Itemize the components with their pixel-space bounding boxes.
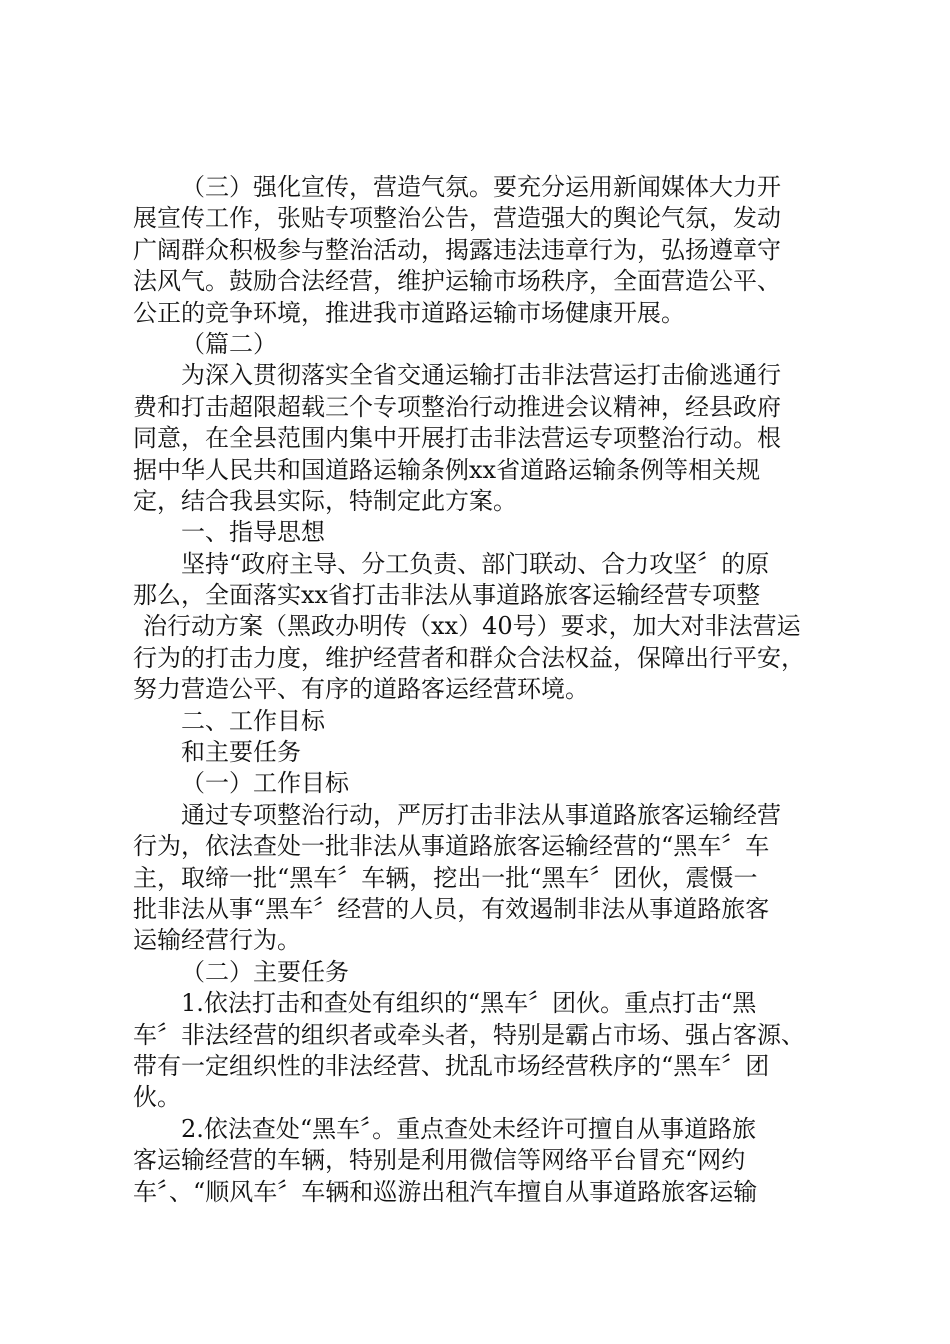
paragraph-line: 公正的竞争环境，推进我市道路运输市场健康开展。 <box>133 298 685 327</box>
subsection-heading: （二）主要任务 <box>181 957 349 986</box>
paragraph-line: 伙。 <box>133 1083 181 1112</box>
paragraph-line: 为深入贯彻落实全省交通运输打击非法营运打击偷逃通行 <box>181 361 781 390</box>
paragraph-line: 行为，依法查处一批非法从事道路旅客运输经营的“黑车〞车 <box>133 832 770 861</box>
paragraph-line: 客运输经营的车辆，特别是利用微信等网络平台冒充“网约 <box>133 1146 746 1175</box>
paragraph-line: 主，取缔一批“黑车〞车辆，挖出一批“黑车〞团伙，震慑一 <box>133 863 758 892</box>
paragraph-line: 同意，在全县范围内集中开展打击非法营运专项整治行动。根 <box>133 424 781 453</box>
paragraph-line: 治行动方案（黑政办明传（xx）40号）要求，加大对非法营运 <box>143 612 801 641</box>
paragraph-line: 法风气。鼓励合法经营，维护运输市场秩序，全面营造公平、 <box>133 267 781 296</box>
section-heading: （篇二） <box>181 329 277 358</box>
paragraph-line: 车〞、“顺风车〞车辆和巡游出租汽车擅自从事道路旅客运输 <box>133 1177 758 1206</box>
paragraph-line: 2.依法查处“黑车〞。重点查处未经许可擅自从事道路旅 <box>181 1114 757 1143</box>
section-heading: 二、工作目标 <box>181 706 325 735</box>
paragraph-line: 广阔群众积极参与整治活动，揭露违法违章行为，弘扬遵章守 <box>133 235 781 264</box>
paragraph-line: 运输经营行为。 <box>133 926 301 955</box>
paragraph-line: 通过专项整治行动，严厉打击非法从事道路旅客运输经营 <box>181 800 781 829</box>
section-heading: 一、指导思想 <box>181 518 325 547</box>
paragraph-line: 车〞非法经营的组织者或牵头者，特别是霸占市场、强占客源、 <box>133 1020 805 1049</box>
paragraph-line: （三）强化宣传，营造气氛。要充分运用新闻媒体大力开 <box>181 173 781 201</box>
section-heading: 和主要任务 <box>181 738 301 767</box>
paragraph-line: 1.依法打击和查处有组织的“黑车〞团伙。重点打击“黑 <box>181 989 757 1018</box>
document-body <box>133 172 853 1208</box>
paragraph-line: 费和打击超限超载三个专项整治行动推进会议精神，经县政府 <box>133 392 781 421</box>
paragraph-line: 批非法从事“黑车〞经营的人员，有效遏制非法从事道路旅客 <box>133 894 770 923</box>
paragraph-line: 据中华人民共和国道路运输条例xx省道路运输条例等相关规 <box>133 455 761 484</box>
paragraph-line: 定，结合我县实际，特制定此方案。 <box>133 486 517 515</box>
paragraph-line: 展宣传工作，张贴专项整治公告，营造强大的舆论气氛，发动 <box>133 204 781 233</box>
paragraph-line: 行为的打击力度，维护经营者和群众合法权益，保障出行平安， <box>133 643 805 672</box>
paragraph-line: 那么，全面落实xx省打击非法从事道路旅客运输经营专项整 <box>133 581 761 610</box>
paragraph-line: 带有一定组织性的非法经营、扰乱市场经营秩序的“黑车〞团 <box>133 1051 770 1080</box>
subsection-heading: （一）工作目标 <box>181 769 349 798</box>
paragraph-line: 坚持“政府主导、分工负责、部门联动、合力攻坚〞的原 <box>181 549 770 578</box>
paragraph-line: 努力营造公平、有序的道路客运经营环境。 <box>133 675 589 704</box>
